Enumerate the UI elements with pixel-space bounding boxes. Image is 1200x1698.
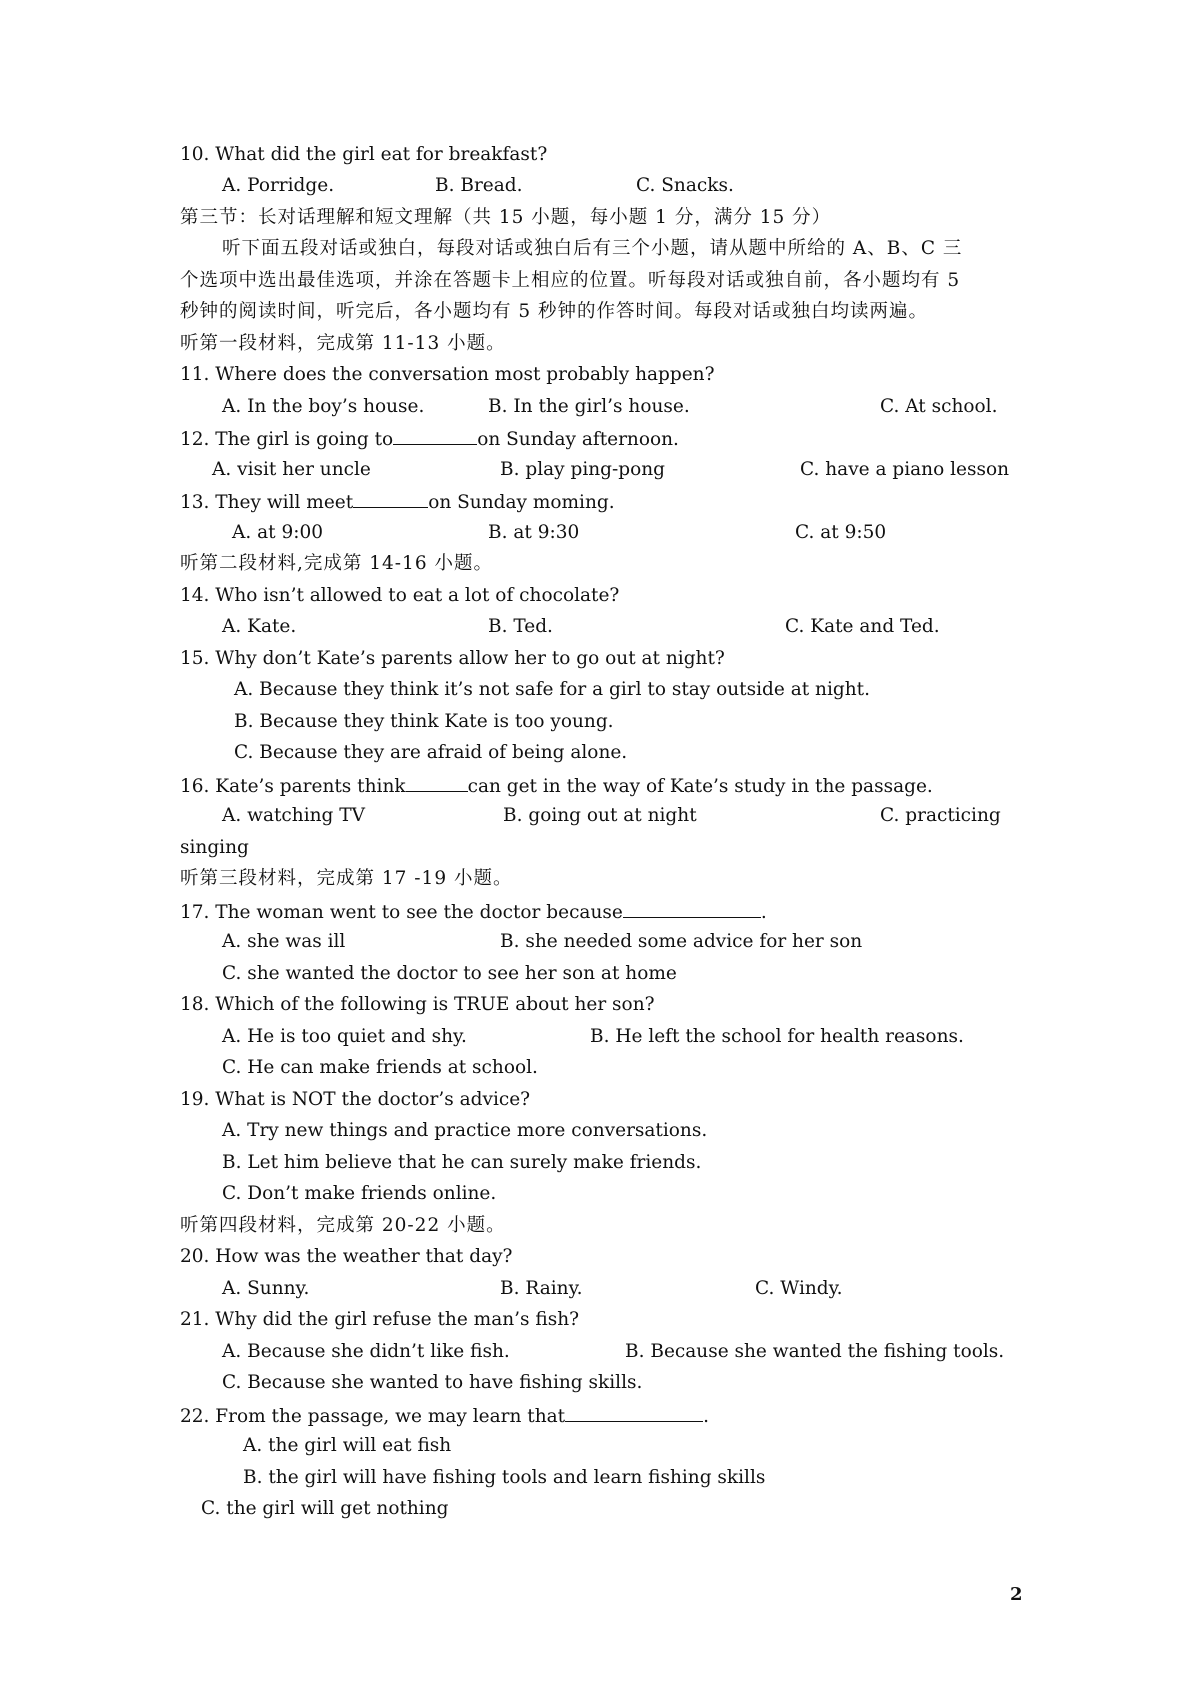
text-segment: . — [760, 902, 767, 923]
text-line — [180, 773, 933, 799]
text-segment: can get in the way of Kate’s study in the passage. — [467, 776, 933, 797]
text-segment: 17. The woman went to see the doctor because — [180, 902, 623, 923]
text-segment: C. the girl will get nothing — [201, 1498, 449, 1519]
answer-option: A. watching TV — [222, 805, 365, 826]
answer-option: A. Because she didn’t like fish. — [222, 1341, 510, 1362]
text-segment: 个选项中选出最佳选项，并涂在答题卡上相应的位置。听每段对话或独自前，各小题均有 5 — [180, 270, 961, 291]
text-line — [180, 899, 767, 925]
text-segment: 20. How was the weather that day? — [180, 1246, 513, 1267]
answer-option: A. Porridge. — [222, 175, 335, 196]
text-segment: C. Don’t make friends online. — [222, 1183, 497, 1204]
answer-blank — [406, 773, 468, 792]
answer-option: B. Rainy. — [500, 1278, 583, 1299]
text-segment: 22. From the passage, we may learn that — [180, 1406, 566, 1427]
text-segment: 21. Why did the girl refuse the man’s fish? — [180, 1309, 580, 1330]
answer-option: B. play ping-pong — [500, 459, 665, 480]
text-segment: 听第三段材料，完成第 17 -19 小题。 — [180, 868, 513, 889]
text-segment: singing — [180, 837, 249, 858]
page-number: 2 — [1010, 1584, 1023, 1605]
answer-option: A. He is too quiet and shy. — [222, 1026, 467, 1047]
answer-option: A. she was ill — [222, 931, 346, 952]
answer-blank — [623, 899, 761, 918]
text-segment: 12. The girl is going to — [180, 429, 394, 450]
text-segment: 11. Where does the conversation most probably happen? — [180, 364, 715, 385]
text-segment: A. Because they think it’s not safe for a girl to stay outside at night. — [234, 679, 870, 700]
answer-option: B. He left the school for health reasons. — [590, 1026, 964, 1047]
answer-option: C. Windy. — [755, 1278, 843, 1299]
answer-option: A. visit her uncle — [212, 459, 371, 480]
answer-option: A. Kate. — [222, 616, 297, 637]
text-segment: 听下面五段对话或独白，每段对话或独白后有三个小题，请从题中所给的 A、B、C 三 — [222, 238, 963, 259]
answer-option: C. at 9:50 — [795, 522, 887, 543]
text-segment: 13. They will meet — [180, 492, 354, 513]
text-segment: 15. Why don’t Kate’s parents allow her to go out at night? — [180, 648, 725, 669]
answer-option: C. practicing — [880, 805, 1001, 826]
text-segment: 10. What did the girl eat for breakfast? — [180, 144, 548, 165]
text-segment: C. Because she wanted to have fishing skills. — [222, 1372, 643, 1393]
answer-option: C. Kate and Ted. — [785, 616, 940, 637]
text-segment: 听第二段材料,完成第 14-16 小题。 — [180, 553, 493, 574]
answer-blank — [353, 489, 428, 508]
answer-option: C. have a piano lesson — [800, 459, 1010, 480]
text-segment: C. she wanted the doctor to see her son at home — [222, 963, 677, 984]
text-segment: . — [703, 1406, 709, 1427]
answer-option: C. Snacks. — [636, 175, 734, 196]
text-line — [180, 489, 615, 515]
text-segment: B. Let him believe that he can surely make friends. — [222, 1152, 702, 1173]
answer-blank — [393, 426, 477, 445]
text-segment: 听第四段材料，完成第 20-22 小题。 — [180, 1215, 506, 1236]
answer-option: B. she needed some advice for her son — [500, 931, 863, 952]
text-segment: C. He can make friends at school. — [222, 1057, 538, 1078]
answer-option: B. In the girl’s house. — [488, 396, 690, 417]
text-segment: A. the girl will eat fish — [243, 1435, 452, 1456]
text-segment: 19. What is NOT the doctor’s advice? — [180, 1089, 531, 1110]
text-segment: A. Try new things and practice more conversations. — [222, 1120, 708, 1141]
answer-option: A. In the boy’s house. — [222, 396, 425, 417]
text-segment: 第三节：长对话理解和短文理解（共 15 小题，每小题 1 分，满分 15 分） — [180, 207, 832, 228]
answer-option: A. Sunny. — [222, 1278, 310, 1299]
answer-option: B. Because she wanted the fishing tools. — [625, 1341, 1005, 1362]
answer-option: C. At school. — [880, 396, 998, 417]
text-segment: 16. Kate’s parents think — [180, 776, 406, 797]
answer-blank — [565, 1403, 703, 1422]
text-segment: B. the girl will have fishing tools and learn fishing skills — [243, 1467, 766, 1488]
text-segment: C. Because they are afraid of being alone. — [234, 742, 628, 763]
text-line — [180, 1403, 709, 1429]
answer-option: A. at 9:00 — [232, 522, 324, 543]
text-segment: 14. Who isn’t allowed to eat a lot of chocolate? — [180, 585, 620, 606]
answer-option: B. Bread. — [435, 175, 523, 196]
text-segment: 听第一段材料，完成第 11-13 小题。 — [180, 333, 506, 354]
text-segment: on Sunday moming. — [428, 492, 615, 513]
text-segment: B. Because they think Kate is too young. — [234, 711, 614, 732]
text-segment: 秒钟的阅读时间，听完后，各小题均有 5 秒钟的作答时间。每段对话或独白均读两遍。 — [180, 301, 929, 322]
answer-option: B. Ted. — [488, 616, 553, 637]
text-segment: on Sunday afternoon. — [477, 429, 679, 450]
answer-option: B. going out at night — [503, 805, 697, 826]
text-line — [180, 426, 679, 452]
text-segment: 18. Which of the following is TRUE about her son? — [180, 994, 655, 1015]
answer-option: B. at 9:30 — [488, 522, 580, 543]
